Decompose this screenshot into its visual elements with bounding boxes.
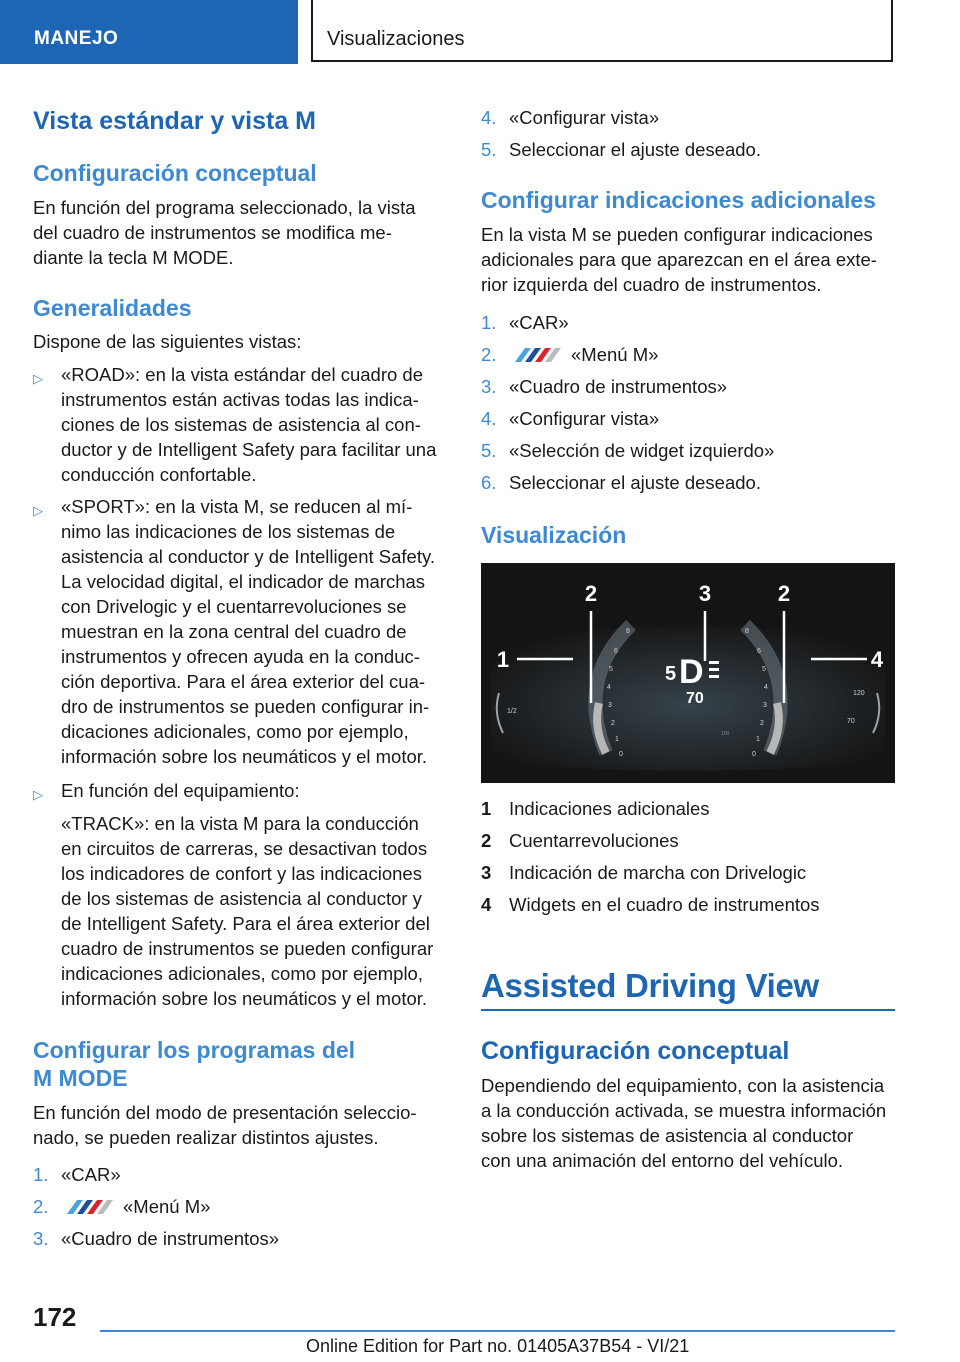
paragraph-concepto: En función del programa seleccionado, la vista del cuadro de instrumentos se modifica me- diante la tecla M MODE. — [33, 197, 416, 268]
svg-text:4: 4 — [607, 684, 611, 691]
svg-text:8: 8 — [626, 628, 630, 635]
svg-text:0: 0 — [619, 751, 623, 758]
callout-3: 3 — [698, 581, 712, 606]
heading-generalidades: Generalidades — [33, 295, 192, 321]
section-title: Vista estándar y vista M — [33, 107, 317, 135]
heading-assisted-driving: Assisted Driving View — [481, 967, 819, 1004]
triangle-bullet-icon: ▷ — [33, 503, 43, 518]
paragraph-generalidades: Dispone de las siguientes vistas: — [33, 331, 302, 352]
footer-rule — [100, 1330, 895, 1332]
svg-text:3: 3 — [608, 702, 612, 709]
paragraph-adicionales: En la vista M se pueden configurar indicaciones adicionales para que aparezcan en el área exte- rior izquierda del cuadro de instrumentos. — [481, 224, 877, 295]
callout-1: 1 — [496, 647, 510, 672]
gear-indicator: 5 — [665, 663, 677, 685]
callout-4: 4 — [870, 647, 884, 672]
callout-2-left: 2 — [584, 581, 598, 606]
heading-visualizacion: Visualización — [481, 522, 627, 548]
heading-concepto: Configuración conceptual — [33, 160, 317, 186]
triangle-bullet-icon: ▷ — [33, 787, 43, 802]
chapter-label: Visualizaciones — [327, 28, 465, 50]
heading-mmode: Configurar los programas del M MODE — [33, 1037, 356, 1091]
section-label: MANEJO — [34, 28, 119, 49]
callout-2-right: 2 — [777, 581, 791, 606]
svg-text:1: 1 — [615, 736, 619, 743]
svg-text:70: 70 — [847, 718, 855, 725]
svg-text:6: 6 — [614, 648, 618, 655]
svg-text:5: 5 — [609, 666, 613, 673]
chapter-tab — [311, 0, 893, 62]
svg-text:1: 1 — [756, 736, 760, 743]
svg-text:2: 2 — [760, 720, 764, 727]
heading-adicionales: Configurar indicaciones adicionales — [481, 187, 876, 213]
svg-text:1/2: 1/2 — [507, 708, 517, 715]
svg-text:8: 8 — [745, 628, 749, 635]
m-stripes-icon — [509, 348, 563, 362]
speed-readout: 70 — [686, 690, 704, 707]
svg-text:6: 6 — [757, 648, 761, 655]
svg-text:3: 3 — [763, 702, 767, 709]
heading-concepto-2: Configuración conceptual — [481, 1037, 790, 1065]
paragraph-mmode: En función del modo de presentación seleccio- nado, se pueden realizar distintos ajustes. — [33, 1102, 417, 1148]
svg-text:100: 100 — [721, 731, 730, 737]
instrument-cluster-image — [481, 563, 895, 783]
svg-text:0: 0 — [752, 751, 756, 758]
triangle-bullet-icon: ▷ — [33, 371, 43, 386]
svg-text:120: 120 — [853, 690, 865, 697]
edition-note: Online Edition for Part no. 01405A37B54 - VI/21 — [306, 1336, 690, 1356]
page-number: 172 — [33, 1302, 77, 1332]
heading-rule — [481, 1009, 895, 1011]
m-stripes-icon — [61, 1200, 115, 1214]
drive-mode-indicator: D — [679, 653, 704, 691]
paragraph-concepto-2: Dependiendo del equipamiento, con la asistencia a la conducción activada, se muestra información sobre los sistemas de asistencia al conductor con una animación del entorno del vehículo. — [481, 1075, 887, 1171]
svg-text:4: 4 — [764, 684, 768, 691]
svg-text:5: 5 — [762, 666, 766, 673]
section-tab — [0, 0, 298, 64]
svg-text:2: 2 — [611, 720, 615, 727]
instrument-cluster-illustration — [481, 563, 895, 783]
